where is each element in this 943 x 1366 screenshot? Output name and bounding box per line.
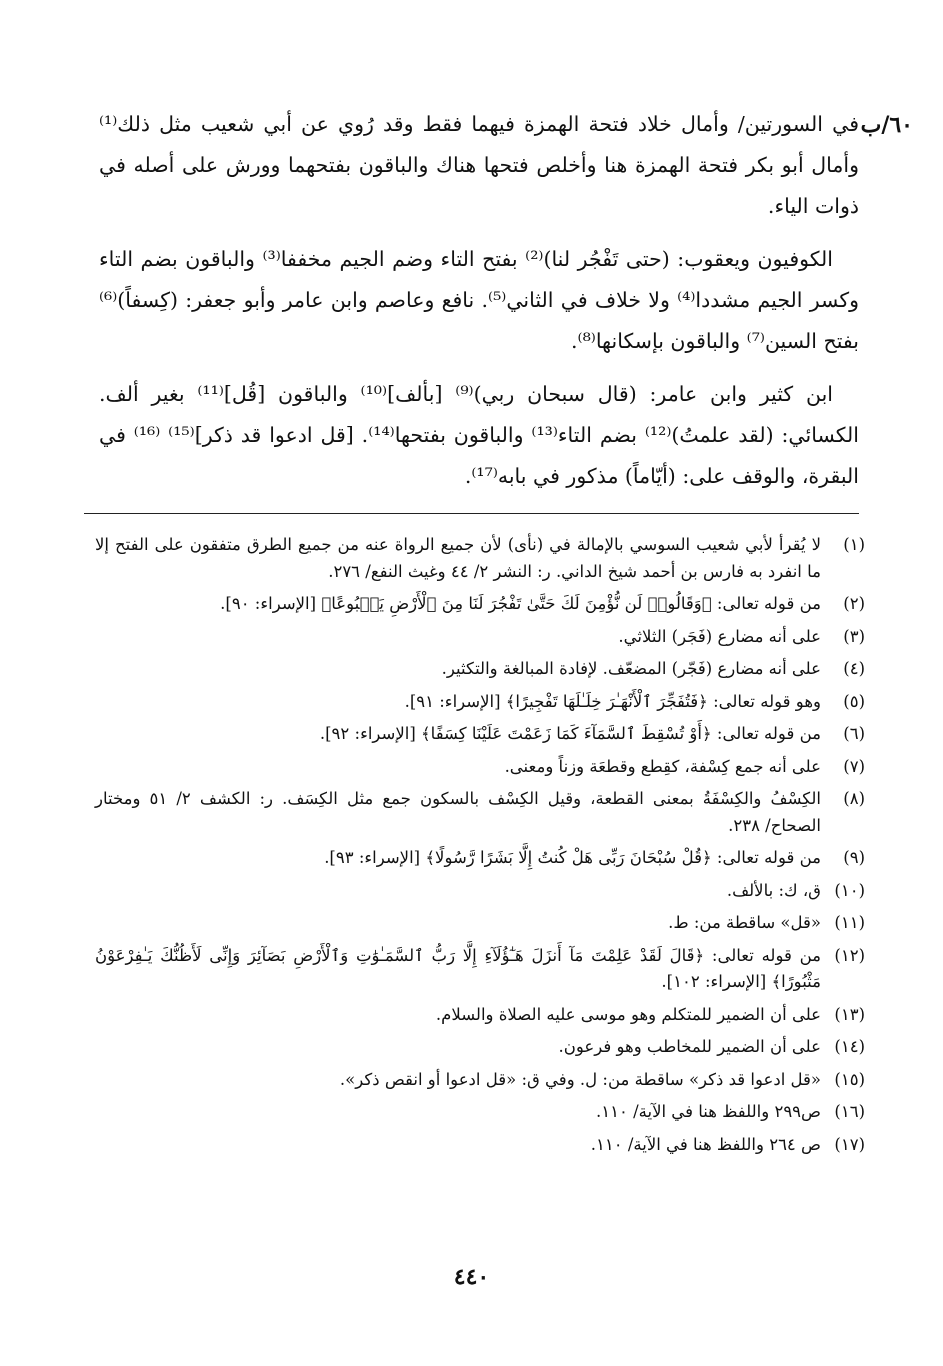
footnote (95, 1067, 865, 1094)
footnote-text: على أن الضمير للمتكلم وهو موسى عليه الصلاة والسلام. (435, 1004, 821, 1024)
footnote-number: (٢) (843, 594, 865, 613)
footnote-divider (84, 513, 859, 514)
footnote-number: (١٦) (834, 1102, 865, 1121)
page-number: ٤٤٠ (453, 1264, 490, 1290)
footnote (95, 591, 865, 618)
footnote-number: (١) (843, 535, 865, 554)
main-paragraph-3: ابن كثير وابن عامر: (قال سبحان ربي)⁽⁹⁾ [بألف]⁽¹⁰⁾ والباقون [قُل]⁽¹¹⁾ بغير ألف. الكسائي: (لقد علمتُ)⁽¹²⁾ بضم التاء⁽¹³⁾ والباقون بفتحها⁽¹⁴⁾. [قل ادعوا قد ذكر]⁽¹⁵⁾ ⁽¹⁶⁾ في البقرة، والوقف على: (أيّاماً) مذكور في بابه⁽¹⁷⁾. (99, 382, 859, 488)
footnote (95, 754, 865, 781)
footnote-text: ص٢٩٩ واللفظ هنا في الآية/ ١١٠. (595, 1102, 821, 1121)
footnote (95, 910, 865, 937)
footnote (95, 1099, 865, 1126)
footnotes (95, 532, 865, 1164)
footnote-text: من قوله تعالى: ﴿قَالَ لَقَدْ عَلِمْتَ مَآ أَنزَلَ هَـٰٓؤُلَآءِ إِلَّا رَبُّ ٱلسَّمَـٰوَٰتِ وَٱلْأَرْضِ بَصَآئِرَ وَإِنِّى لَأَظُنُّكَ يَـٰفِرْعَوْنُ مَثْبُورًا﴾ [الإسراء: ١٠٢]. (95, 945, 821, 991)
footnote-text: من قوله تعالى: ﴿وَقَالُوا۟ لَن نُّؤْمِنَ لَكَ حَتَّىٰ تَفْجُرَ لَنَا مِنَ ٱلْأَرْضِ يَنۢبُوعًا﴾ [الإسراء: ٩٠]. (220, 594, 821, 613)
footnote-number: (١٧) (834, 1134, 865, 1154)
main-paragraph-1: في السورتين/ وأمال خلاد فتحة الهمزة فيهما فقط وقد رُوي عن أبي شعيب مثل ذلك⁽¹⁾ وأمال أبو بكر فتحة الهمزة هنا وأخلص فتحها هناك والباقون بفتحهما وورش على أصله في ذوات الياء. (99, 112, 859, 218)
footnote-number: (٥) (843, 691, 865, 711)
footnote-number: (١٠) (834, 880, 865, 900)
footnote-number: (١١) (834, 913, 865, 932)
footnote (95, 1034, 865, 1061)
footnote-text: «قل ادعوا قد ذكر» ساقطة من: ل. وفي ق: «قل ادعوا أو انقص ذكر». (339, 1069, 821, 1089)
footnote-number: (٨) (843, 789, 865, 808)
footnote-text: من قوله تعالى: ﴿قُلْ سُبْحَانَ رَبِّى هَلْ كُنتُ إِلَّا بَشَرًا رَّسُولًا﴾ [الإسراء: ٩٣]. (324, 848, 821, 867)
footnote-text: ص ٢٦٤ واللفظ هنا في الآية/ ١١٠. (590, 1134, 821, 1154)
footnote (95, 943, 865, 996)
footnote (95, 532, 865, 585)
footnote-text: ق، ك: بالألف. (726, 880, 821, 900)
footnote-number: (١٤) (834, 1037, 865, 1056)
footnote-text: الكِسْفُ والكِسْفَةُ بمعنى القطعة، وقيل الكِسْف بالسكون جمع مثل الكِسَف. ر: الكشف ٢/ ٥١ ومختار الصحاح/ ٢٣٨. (95, 789, 822, 835)
footnote-text: لا يُقرأ لأبي شعيب السوسي بالإمالة في (نأى) لأن جميع الرواة عنه من جميع الطرق متفقون على الفتح إلا ما انفرد به فارس بن أحمد شيخ الداني. ر: النشر ٢/ ٤٤ وغيث النفع/ ٢٧٦. (95, 535, 821, 581)
footnote (95, 656, 865, 683)
footnote-text: على أنه جمع كِسْفة، كقِطع وقطعَة وزناً ومعنى. (504, 756, 821, 776)
footnote-number: (٦) (843, 724, 865, 743)
footnote (95, 786, 865, 839)
footnote-text: على أنه مضارع (فَجّر) المضعّف. لإفادة المبالغة والتكثير. (441, 659, 821, 678)
footnote (95, 845, 865, 872)
footnote-number: (٧) (843, 756, 865, 776)
footnote-number: (١٥) (834, 1069, 865, 1089)
footnote-text: من قوله تعالى: ﴿أَوْ تُسْقِطَ ٱلسَّمَآءَ كَمَا زَعَمْتَ عَلَيْنَا كِسَفًا﴾ [الإسراء: ٩٢]. (319, 724, 821, 743)
footnote-text: وهو قوله تعالى: ﴿فَتُفَجِّرَ ٱلْأَنْهَـٰرَ خِلَـٰلَهَا تَفْجِيرًا﴾ [الإسراء: ٩١]. (404, 691, 821, 711)
footnote-number: (١٣) (834, 1004, 865, 1024)
footnote-number: (١٢) (834, 945, 865, 965)
footnote (95, 689, 865, 716)
footnote-text: على أنه مضارع (فَجَر) الثلاثي. (618, 626, 821, 646)
footnote (95, 1132, 865, 1159)
main-text (99, 104, 859, 509)
footnote-number: (٣) (843, 626, 865, 646)
footnote (95, 624, 865, 651)
footnote-text: على أن الضمير للمخاطب وهو فرعون. (558, 1037, 821, 1056)
footnote (95, 1002, 865, 1029)
footnote-number: (٤) (843, 659, 865, 678)
footnote-text: «قل» ساقطة من: ط. (668, 913, 821, 932)
footnote (95, 721, 865, 748)
main-paragraph-2: الكوفيون ويعقوب: (حتى تَفْجُر لنا)⁽²⁾ بفتح التاء وضم الجيم مخففا⁽³⁾ والباقون بضم التاء وكسر الجيم مشددا⁽⁴⁾ ولا خلاف في الثاني⁽⁵⁾. نافع وعاصم وابن عامر وأبو جعفر: (كِسفاً)⁽⁶⁾ بفتح السين⁽⁷⁾ والباقون بإسكانها⁽⁸⁾. (99, 247, 860, 353)
folio-marker: ٦٠/ب (860, 112, 913, 138)
footnote (95, 878, 865, 905)
footnote-number: (٩) (843, 848, 865, 867)
